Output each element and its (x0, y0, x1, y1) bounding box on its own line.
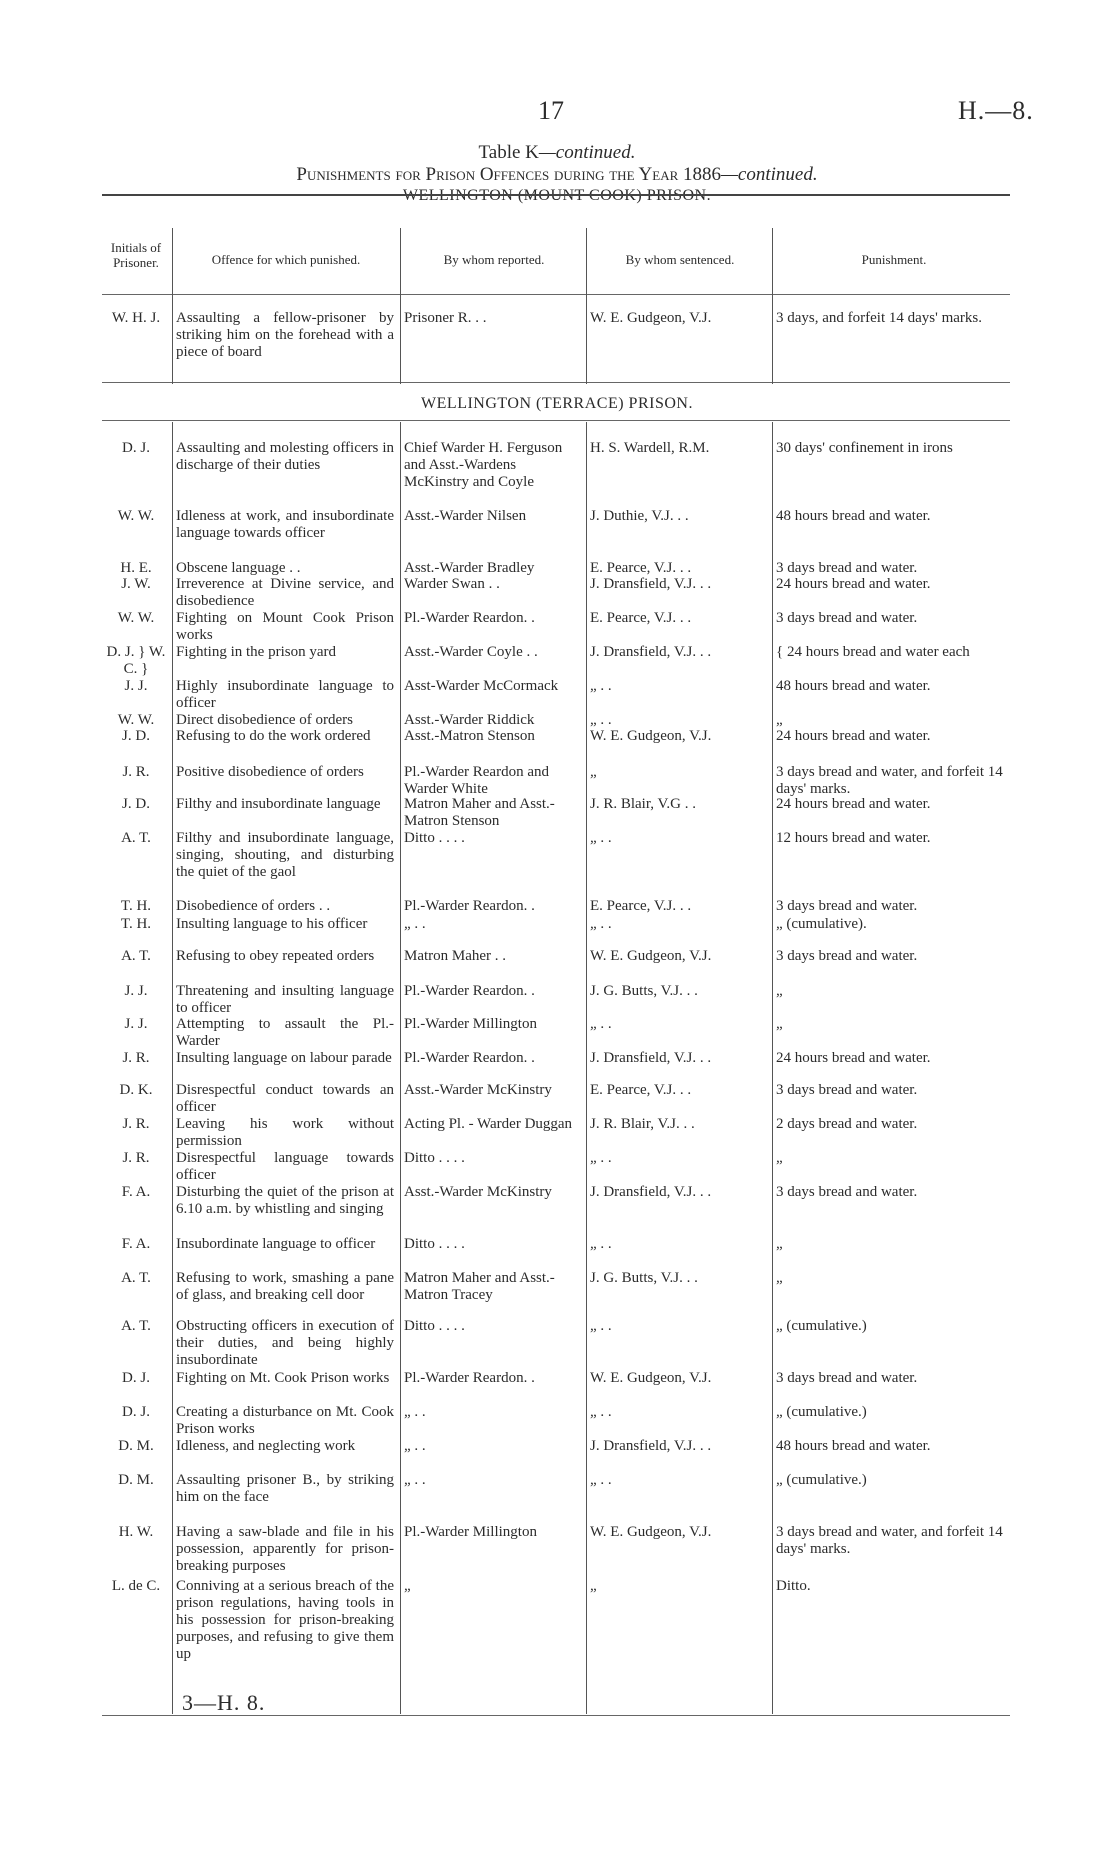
cell-sentenced-by: W. E. Gudgeon, V.J. (590, 728, 712, 744)
cell-offence: Insulting language to his officer (176, 916, 368, 932)
cell-punishment: 24 hours bread and water. (776, 796, 931, 812)
cell-initials: F. A. (121, 1236, 151, 1252)
terrace-heading-rule (102, 420, 1010, 421)
cell-punishment: 3 days, and forfeit 14 days' marks. (776, 310, 982, 326)
cell-offence: Filthy and insubordinate language (176, 796, 381, 812)
cell-initials: W. W. (117, 508, 155, 524)
cell-punishment: { 24 hours bread and water each (776, 644, 970, 660)
cell-offence: Positive disobedience of orders (176, 764, 364, 780)
cell-initials: W. W. (117, 712, 155, 728)
cell-punishment: 48 hours bread and water. (776, 678, 931, 694)
cell-initials: T. H. (120, 916, 152, 932)
col-divider-4a (772, 228, 773, 384)
cell-sentenced-by: „ (590, 1578, 597, 1594)
cell-punishment: „ (776, 1150, 783, 1166)
cell-reported-by: Pl.-Warder Millington (404, 1524, 537, 1540)
cell-reported-by: Ditto . . . . (404, 1318, 465, 1334)
cell-initials: J. R. (122, 1050, 150, 1066)
title-block (0, 142, 1114, 206)
header-offence: Offence for which punished. (211, 252, 361, 267)
col-divider-2a (400, 228, 401, 384)
cell-initials: D. J. (122, 440, 150, 456)
cell-sentenced-by: „ . . (590, 1404, 612, 1420)
subtitle-main: Punishments for Prison Offences during the Year 1886 (296, 164, 722, 185)
document-code: H.—8. (958, 96, 1034, 125)
cell-punishment: „ (776, 712, 783, 728)
cell-reported-by: Ditto . . . . (404, 1150, 465, 1166)
cell-initials: J. J. (124, 1016, 148, 1032)
cell-sentenced-by: E. Pearce, V.J. . . (590, 560, 692, 576)
cell-reported-by: „ . . (404, 1438, 426, 1454)
cell-punishment: 12 hours bread and water. (776, 830, 931, 846)
cell-reported-by: Matron Maher . . (404, 948, 507, 964)
cell-punishment: Ditto. (776, 1578, 811, 1594)
cell-initials: A. T. (121, 948, 151, 964)
cell-sentenced-by: „ . . (590, 916, 612, 932)
cell-reported-by: „ . . (404, 1472, 426, 1488)
cell-reported-by: Matron Maher and Asst.-Matron Tracey (404, 1270, 555, 1303)
cell-offence: Assaulting prisoner B., by striking him on the face (176, 1472, 394, 1505)
cell-reported-by: Pl.-Warder Millington (404, 1016, 537, 1032)
cell-punishment: 48 hours bread and water. (776, 508, 931, 524)
cell-sentenced-by: E. Pearce, V.J. . . (590, 898, 692, 914)
cell-sentenced-by: J. R. Blair, V.J. . . (590, 1116, 695, 1132)
cell-sentenced-by: J. Dransfield, V.J. . . (590, 1050, 712, 1066)
cell-initials: J. W. (121, 576, 151, 592)
table-title (0, 142, 1114, 164)
cell-initials: F. A. (121, 1184, 151, 1200)
cell-reported-by: Pl.-Warder Reardon. . (404, 983, 535, 999)
cell-sentenced-by: J. Dransfield, V.J. . . (590, 644, 712, 660)
cell-initials: J. R. (122, 1150, 150, 1166)
cell-sentenced-by: W. E. Gudgeon, V.J. (590, 948, 712, 964)
cell-offence: Leaving his work without permission (176, 1116, 394, 1149)
cell-offence: Assaulting and molesting officers in discharge of their duties (176, 440, 394, 473)
cell-punishment: 3 days bread and water. (776, 898, 918, 914)
footer-signature-code: 3—H. 8. (182, 1690, 266, 1715)
cell-offence: Refusing to obey repeated orders (176, 948, 375, 964)
cell-reported-by: Pl.-Warder Reardon. . (404, 610, 535, 626)
col-divider-1a (172, 228, 173, 384)
cell-punishment: 3 days bread and water, and forfeit 14 days' marks. (776, 764, 1003, 797)
col-divider-3a (586, 228, 587, 384)
cell-sentenced-by: „ . . (590, 1150, 612, 1166)
cell-initials: J. R. (122, 764, 150, 780)
cell-punishment: 3 days bread and water. (776, 1370, 918, 1386)
cell-initials: J. D. (122, 728, 150, 744)
cell-reported-by: „ . . (404, 1404, 426, 1420)
cell-initials: T. H. (120, 898, 152, 914)
cell-offence: Having a saw-blade and file in his possession, apparently for prison-breaking purposes (176, 1524, 394, 1574)
cell-punishment: 3 days bread and water. (776, 948, 918, 964)
header-reported: By whom reported. (443, 252, 545, 267)
cell-reported-by: Pl.-Warder Reardon. . (404, 1370, 535, 1386)
cell-initials: H. W. (118, 1524, 154, 1540)
cell-initials: J. D. (122, 796, 150, 812)
cell-reported-by: „ . . (404, 916, 426, 932)
cell-initials: D. M. (118, 1472, 154, 1488)
cell-sentenced-by: J. Dransfield, V.J. . . (590, 1184, 712, 1200)
cell-initials: D. M. (118, 1438, 154, 1454)
cell-offence: Disturbing the quiet of the prison at 6.10 a.m. by whistling and singing (176, 1184, 394, 1217)
cell-reported-by: Asst.-Warder McKinstry (404, 1184, 552, 1200)
cell-initials: A. T. (121, 1318, 151, 1334)
cell-offence: Idleness, and neglecting work (176, 1438, 356, 1454)
cell-offence: Fighting in the prison yard (176, 644, 336, 660)
cell-punishment: „ (cumulative.) (776, 1318, 867, 1334)
cell-sentenced-by: „ (590, 764, 597, 780)
cell-offence: Insubordinate language to officer (176, 1236, 376, 1252)
table-top-rule (102, 194, 1010, 196)
cell-punishment: 30 days' confinement in irons (776, 440, 953, 456)
cell-reported-by: Pl.-Warder Reardon and Warder White (404, 764, 549, 797)
cell-punishment: „ (776, 1236, 783, 1252)
cell-reported-by: Warder Swan . . (404, 576, 500, 592)
cell-offence: Idleness at work, and insubordinate language towards officer (176, 508, 394, 541)
cell-reported-by: „ (404, 1578, 411, 1594)
cell-sentenced-by: „ . . (590, 1016, 612, 1032)
cell-sentenced-by: E. Pearce, V.J. . . (590, 1082, 692, 1098)
cell-punishment: „ (cumulative.) (776, 1404, 867, 1420)
cell-reported-by: Ditto . . . . (404, 830, 465, 846)
cell-punishment: 3 days bread and water. (776, 610, 918, 626)
cell-reported-by: Asst.-Warder Riddick (404, 712, 535, 728)
table-title-main: Table K (478, 142, 539, 163)
cell-punishment: 3 days bread and water. (776, 1082, 918, 1098)
cell-offence: Refusing to work, smashing a pane of glass, and breaking cell door (176, 1270, 394, 1303)
cell-offence: Fighting on Mt. Cook Prison works (176, 1370, 390, 1386)
cell-reported-by: Chief Warder H. Ferguson and Asst.-Wardens McKinstry and Coyle (404, 440, 563, 490)
cell-initials: W. H. J. (111, 310, 161, 326)
col-divider-2b (400, 422, 401, 1714)
cell-punishment: „ (cumulative.) (776, 1472, 867, 1488)
cell-reported-by: Acting Pl. - Warder Duggan (404, 1116, 573, 1132)
cell-initials: D. J. (122, 1370, 150, 1386)
cell-sentenced-by: J. Dransfield, V.J. . . (590, 576, 712, 592)
cell-offence: Disrespectful conduct towards an officer (176, 1082, 394, 1115)
page-number: 17 (538, 96, 564, 125)
cell-sentenced-by: E. Pearce, V.J. . . (590, 610, 692, 626)
cell-initials: J. J. (124, 983, 148, 999)
cell-initials: D. K. (119, 1082, 153, 1098)
col-divider-1b (172, 422, 173, 1714)
cell-reported-by: Asst.-Warder McKinstry (404, 1082, 552, 1098)
cell-offence: Disobedience of orders . . (176, 898, 331, 914)
cell-sentenced-by: „ . . (590, 1318, 612, 1334)
cell-sentenced-by: H. S. Wardell, R.M. (590, 440, 710, 456)
cell-punishment: „ (776, 1016, 783, 1032)
cell-offence: Threatening and insulting language to officer (176, 983, 394, 1016)
cell-sentenced-by: J. Dransfield, V.J. . . (590, 1438, 712, 1454)
header-initials: Initials of Prisoner. (110, 240, 162, 270)
cell-sentenced-by: W. E. Gudgeon, V.J. (590, 1370, 712, 1386)
cell-punishment: 3 days bread and water. (776, 1184, 918, 1200)
cell-offence: Direct disobedience of orders (176, 712, 354, 728)
cell-sentenced-by: „ . . (590, 678, 612, 694)
cell-initials: D. J. (122, 1404, 150, 1420)
subtitle-continued: —continued. (721, 164, 818, 185)
col-divider-3b (586, 422, 587, 1714)
cell-reported-by: Matron Maher and Asst.-Matron Stenson (404, 796, 555, 829)
cell-offence: Highly insubordinate language to officer (176, 678, 394, 711)
header-sentenced: By whom sentenced. (625, 252, 735, 267)
header-punishment: Punishment. (861, 252, 927, 267)
cell-sentenced-by: J. Duthie, V.J. . . (590, 508, 689, 524)
cell-offence: Attempting to assault the Pl.-Warder (176, 1016, 394, 1049)
cell-offence: Fighting on Mount Cook Prison works (176, 610, 394, 643)
table-subtitle (0, 164, 1114, 186)
cell-punishment: 24 hours bread and water. (776, 728, 931, 744)
cell-reported-by: Asst.-Warder Coyle . . (404, 644, 538, 660)
header-bottom-rule (102, 294, 1010, 295)
cell-initials: J. R. (122, 1116, 150, 1132)
cell-offence: Conniving at a serious breach of the prison regulations, having tools in his possession for prison-breaking purposes, and refusing to give them up (176, 1578, 394, 1662)
cell-initials: W. W. (117, 610, 155, 626)
cell-offence: Disrespectful language towards officer (176, 1150, 394, 1183)
cell-sentenced-by: W. E. Gudgeon, V.J. (590, 310, 712, 326)
cell-offence: Insulting language on labour parade (176, 1050, 392, 1066)
cell-initials: J. J. (124, 678, 148, 694)
cell-offence: Assaulting a fellow-prisoner by striking him on the forehead with a piece of board (176, 310, 394, 360)
cell-initials: L. de C. (111, 1578, 161, 1594)
cell-sentenced-by: W. E. Gudgeon, V.J. (590, 1524, 712, 1540)
cell-reported-by: Asst.-Matron Stenson (404, 728, 535, 744)
mount-cook-bottom-rule (102, 382, 1010, 383)
cell-reported-by: Pl.-Warder Reardon. . (404, 898, 535, 914)
section-heading-mount-cook: WELLINGTON (MOUNT COOK) PRISON. (402, 187, 712, 204)
cell-reported-by: Pl.-Warder Reardon. . (404, 1050, 535, 1066)
cell-offence: Filthy and insubordinate language, singing, shouting, and disturbing the quiet of the gaol (176, 830, 394, 880)
cell-offence: Irreverence at Divine service, and disobedience (176, 576, 394, 609)
cell-sentenced-by: J. G. Butts, V.J. . . (590, 1270, 698, 1286)
cell-reported-by: Asst.-Warder Bradley (404, 560, 535, 576)
cell-punishment: „ (776, 983, 783, 999)
cell-punishment: 3 days bread and water, and forfeit 14 days' marks. (776, 1524, 1003, 1557)
cell-punishment: „ (cumulative). (776, 916, 867, 932)
cell-reported-by: Prisoner R. . . (404, 310, 487, 326)
cell-sentenced-by: „ . . (590, 712, 612, 728)
table-title-continued: —continued. (538, 142, 636, 163)
cell-sentenced-by: J. G. Butts, V.J. . . (590, 983, 698, 999)
cell-offence: Obscene language . . (176, 560, 301, 576)
section-heading-terrace: WELLINGTON (TERRACE) PRISON. (421, 395, 693, 412)
cell-punishment: 24 hours bread and water. (776, 1050, 931, 1066)
cell-sentenced-by: „ . . (590, 1472, 612, 1488)
cell-punishment: 48 hours bread and water. (776, 1438, 931, 1454)
cell-punishment: 24 hours bread and water. (776, 576, 931, 592)
cell-offence: Refusing to do the work ordered (176, 728, 371, 744)
cell-initials: A. T. (121, 830, 151, 846)
col-divider-4b (772, 422, 773, 1714)
cell-initials: A. T. (121, 1270, 151, 1286)
cell-punishment: 2 days bread and water. (776, 1116, 918, 1132)
cell-offence: Creating a disturbance on Mt. Cook Prison works (176, 1404, 394, 1437)
cell-offence: Obstructing officers in execution of their duties, and being highly insubordinate (176, 1318, 394, 1368)
cell-initials: D. J. } W. C. } (106, 644, 166, 677)
cell-initials: H. E. (120, 560, 152, 576)
cell-reported-by: Asst.-Warder Nilsen (404, 508, 527, 524)
cell-punishment: „ (776, 1270, 783, 1286)
cell-sentenced-by: „ . . (590, 830, 612, 846)
cell-punishment: 3 days bread and water. (776, 560, 918, 576)
cell-sentenced-by: „ . . (590, 1236, 612, 1252)
cell-sentenced-by: J. R. Blair, V.G . . (590, 796, 696, 812)
cell-reported-by: Ditto . . . . (404, 1236, 465, 1252)
cell-reported-by: Asst-Warder McCormack (404, 678, 559, 694)
